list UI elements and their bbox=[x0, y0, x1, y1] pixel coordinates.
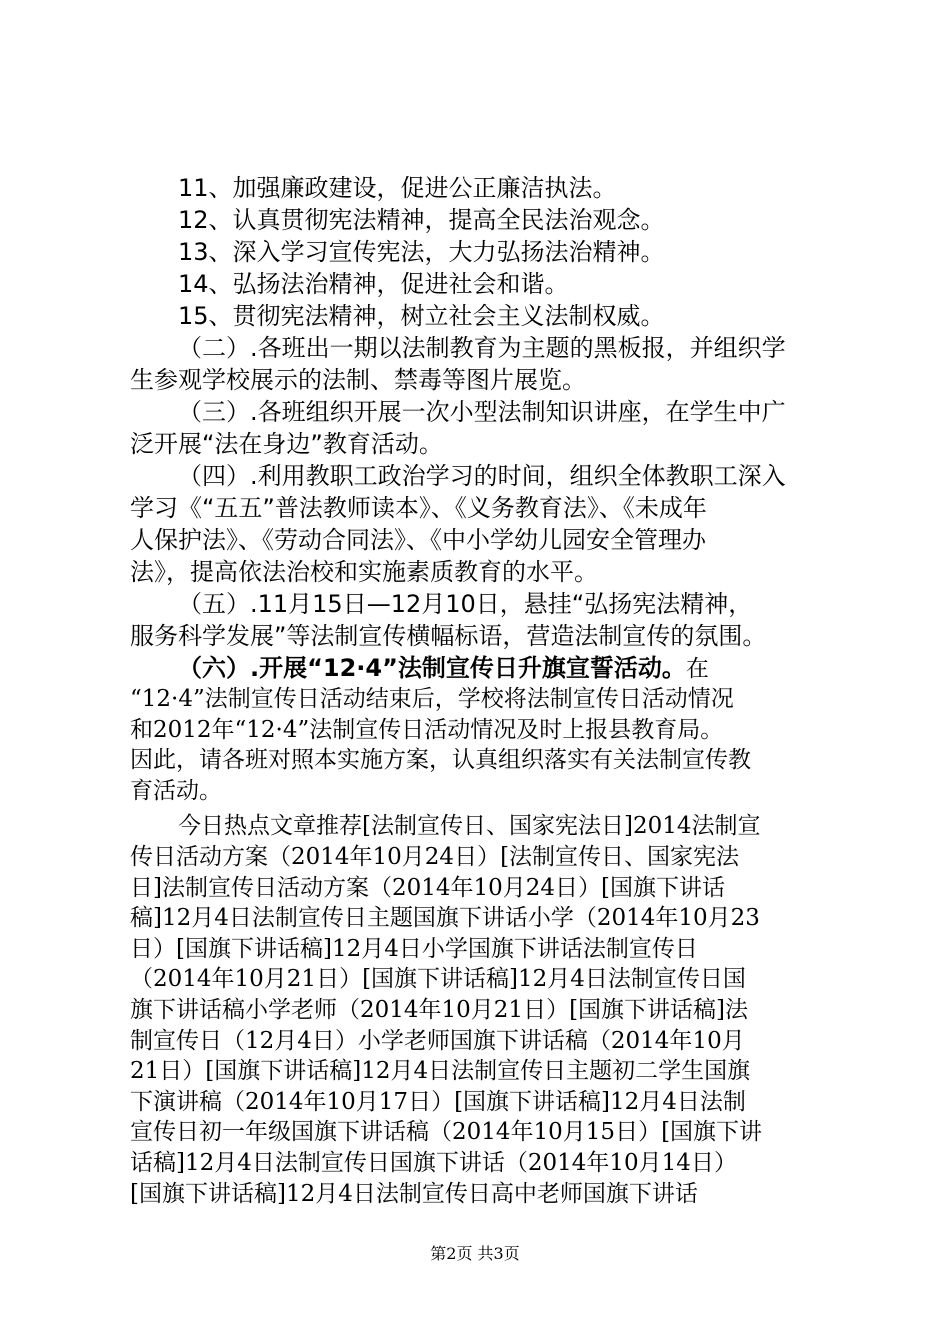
article-line: 今日热点文章推荐[法制宣传日、国家宪法日]2014法制宣 bbox=[178, 813, 761, 840]
hot-articles bbox=[130, 811, 830, 1209]
paragraph-line: 泛开展“法在身边”教育活动。 bbox=[130, 430, 443, 458]
article-line: 下演讲稿（2014年10月17日）[国旗下讲话稿]12月4日法制 bbox=[130, 1088, 746, 1115]
slogan-list bbox=[130, 172, 830, 332]
article-line: 宣传日初一年级国旗下讲话稿（2014年10月15日）[国旗下讲 bbox=[130, 1119, 763, 1146]
article-line: 话稿]12月4日法制宣传日国旗下讲话（2014年10月14日） bbox=[130, 1149, 737, 1176]
paragraph-lead-bold: （六）.开展“12·4”法制宣传日升旗宣誓活动。 bbox=[178, 654, 686, 682]
list-item: 14、弘扬法治精神，促进社会和谐。 bbox=[178, 270, 569, 298]
paragraph-line bbox=[130, 652, 830, 684]
paragraph-line: 因此，请各班对照本实施方案，认真组织落实有关法制宣传教 bbox=[130, 747, 751, 774]
list-item: 12、认真贯彻宪法精神，提高全民法治观念。 bbox=[178, 206, 665, 234]
article-line: 日）[国旗下讲话稿]12月4日小学国旗下讲话法制宣传日 bbox=[130, 935, 698, 962]
article-line: 稿]12月4日法制宣传日主题国旗下讲话小学（2014年10月23 bbox=[130, 905, 760, 932]
article-line: 制宣传日（12月4日）小学老师国旗下讲话稿（2014年10月 bbox=[130, 1027, 745, 1054]
paragraph-line: 服务科学发展”等法制宣传横幅标语，营造法制宣传的氛围。 bbox=[130, 622, 767, 650]
paragraph-line: （五）.11月15日—12月10日，悬挂“弘扬宪法精神， bbox=[178, 590, 753, 618]
paragraph-line: “12·4”法制宣传日活动结束后，学校将法制宣传日活动情况 bbox=[130, 686, 734, 712]
paragraph-line: （三）.各班组织开展一次小型法制知识讲座，在学生中广 bbox=[178, 398, 786, 426]
document-body bbox=[130, 172, 830, 1209]
paragraph-line: 学习《“五五”普法教师读本》、《义务教育法》、《未成年 bbox=[130, 494, 707, 522]
article-line: 传日活动方案（2014年10月24日）[法制宣传日、国家宪法 bbox=[130, 843, 740, 870]
list-item: 13、深入学习宣传宪法，大力弘扬法治精神。 bbox=[178, 238, 665, 266]
paragraph-flag-ceremony bbox=[130, 652, 830, 806]
paragraph-line: （四）.利用教职工政治学习的时间，组织全体教职工深入 bbox=[178, 462, 786, 490]
article-line: 日]法制宣传日活动方案（2014年10月24日）[国旗下讲话 bbox=[130, 874, 726, 901]
paragraph-staff-study bbox=[130, 460, 830, 588]
paragraph-line: 法》，提高依法治校和实施素质教育的水平。 bbox=[130, 558, 598, 586]
page-number-footer: 第2页 共3页 bbox=[430, 1244, 520, 1263]
paragraph-line: 育活动。 bbox=[130, 777, 222, 804]
paragraph-lecture bbox=[130, 396, 830, 460]
paragraph-line: 和2012年“12·4”法制宣传日活动情况及时上报县教育局。 bbox=[130, 716, 724, 743]
article-line: （2014年10月21日）[国旗下讲话稿]12月4日法制宣传日国 bbox=[130, 966, 746, 993]
article-line: [国旗下讲话稿]12月4日法制宣传日高中老师国旗下讲话 bbox=[130, 1180, 698, 1207]
paragraph-line: 人保护法》、《劳动合同法》、《中小学幼儿园安全管理办 bbox=[130, 526, 706, 554]
paragraph-line: （二）.各班出一期以法制教育为主题的黑板报，并组织学 bbox=[178, 334, 786, 362]
paragraph-blackboard bbox=[130, 332, 830, 396]
paragraph-line: 生参观学校展示的法制、禁毒等图片展览。 bbox=[130, 366, 586, 394]
paragraph-lead-tail: 在 bbox=[685, 656, 709, 682]
list-item: 11、加强廉政建设，促进公正廉洁执法。 bbox=[178, 174, 617, 202]
list-item: 15、贯彻宪法精神，树立社会主义法制权威。 bbox=[178, 302, 665, 330]
paragraph-banners bbox=[130, 588, 830, 652]
article-line: 旗下讲话稿小学老师（2014年10月21日）[国旗下讲话稿]法 bbox=[130, 996, 749, 1023]
article-line: 21日）[国旗下讲话稿]12月4日法制宣传日主题初二学生国旗 bbox=[130, 1058, 751, 1085]
